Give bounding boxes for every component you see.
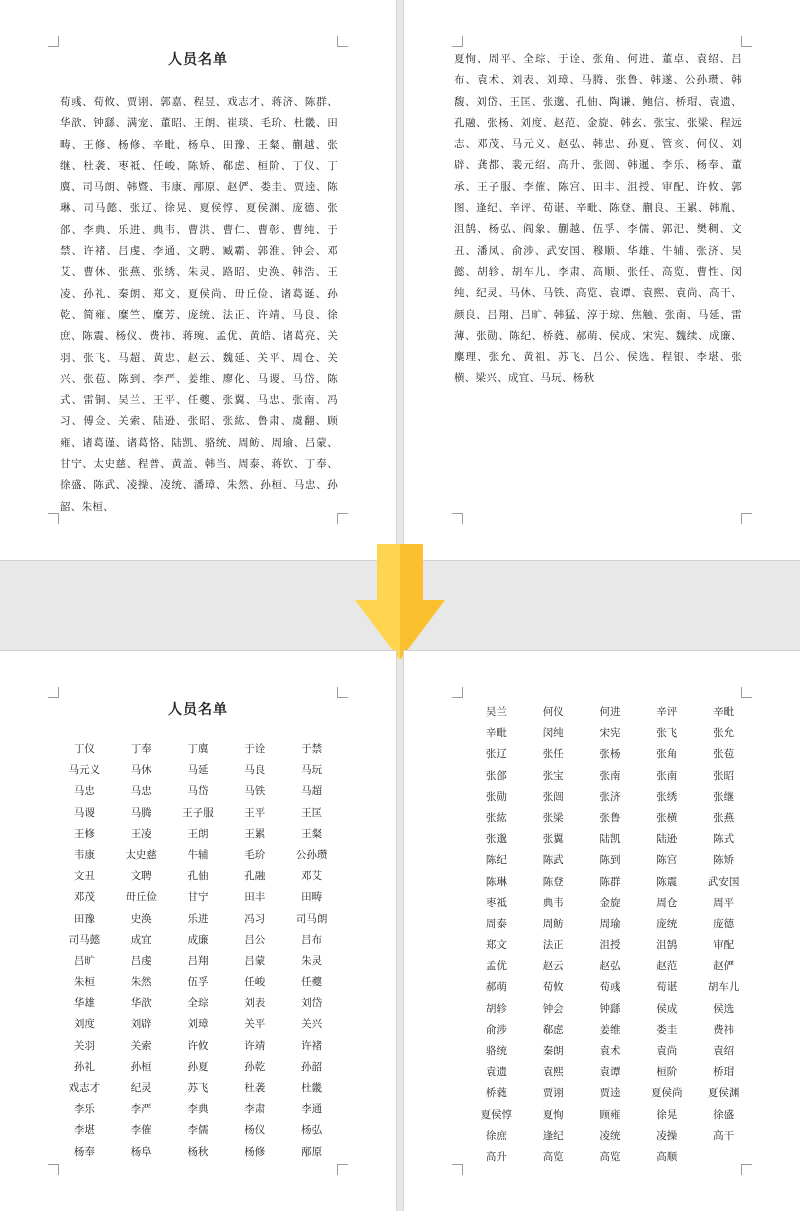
- name-cell: 杨仪: [244, 1124, 266, 1137]
- name-cell: 王累: [244, 827, 266, 840]
- name-cell: 马元义: [68, 764, 101, 777]
- name-cell: 杜畿: [301, 1082, 323, 1094]
- name-cell: 朱桓: [73, 976, 95, 989]
- name-cell: 张允: [713, 727, 735, 740]
- name-cell: 武安国: [707, 875, 740, 888]
- name-cell: 丁奉: [130, 743, 152, 755]
- name-cell: 吕翔: [187, 954, 209, 967]
- name-cell: 华雄: [73, 997, 95, 1010]
- name-cell: 逢纪: [542, 1129, 564, 1142]
- name-cell: 孔伷: [187, 870, 209, 883]
- margin-corner-top-left: [452, 687, 463, 698]
- margin-corner-bottom-left: [452, 513, 463, 524]
- margin-corner-top-right: [741, 687, 752, 698]
- margin-corner-bottom-right: [337, 513, 348, 524]
- name-cell: 辛评: [656, 706, 678, 718]
- name-cell: 邓艾: [301, 870, 323, 883]
- name-cell: 毛玠: [244, 848, 266, 861]
- name-cell: 辛毗: [713, 706, 735, 718]
- name-cell: 袁尚: [656, 1045, 678, 1057]
- name-cell: 张杨: [599, 748, 621, 761]
- name-cell: 马谡: [73, 806, 95, 819]
- name-cell: 吕虔: [130, 954, 152, 967]
- name-cell: 凌统: [599, 1129, 621, 1142]
- name-cell: 俞涉: [485, 1023, 507, 1036]
- name-cell: 孙桓: [130, 1060, 152, 1073]
- name-cell: 任夔: [301, 976, 323, 989]
- name-cell: 胡轸: [485, 1002, 507, 1015]
- name-cell: 吕旷: [73, 954, 95, 967]
- name-cell: 华歆: [130, 997, 152, 1010]
- name-cell: 高顺: [656, 1150, 678, 1163]
- name-cell: 周平: [713, 896, 735, 909]
- name-cell: 杨阜: [130, 1145, 152, 1158]
- name-cell: 张绣: [656, 790, 678, 803]
- name-cell: 张苞: [713, 748, 735, 761]
- name-cell: 张勋: [485, 790, 507, 803]
- name-cell: 伍孚: [187, 976, 209, 989]
- name-cell: 许攸: [187, 1039, 209, 1052]
- name-cell: 马腾: [130, 806, 152, 819]
- name-cell: 太史慈: [125, 848, 157, 861]
- name-cell: 钟会: [542, 1002, 564, 1015]
- name-cell: 王子服: [182, 806, 214, 819]
- name-cell: 何仪: [542, 706, 564, 718]
- name-cell: 张南: [599, 769, 621, 782]
- margin-corner-bottom-left: [452, 1164, 463, 1175]
- name-cell: 何进: [599, 706, 621, 718]
- name-cell: 王粲: [301, 827, 323, 840]
- name-cell: 李乐: [73, 1103, 95, 1116]
- margin-corner-top-left: [452, 36, 463, 47]
- name-cell: 高升: [485, 1150, 507, 1163]
- name-cell: 陈登: [542, 875, 564, 888]
- name-cell: 金旋: [599, 896, 621, 909]
- name-cell: 司马懿: [68, 933, 101, 946]
- name-cell: 成廉: [187, 933, 209, 946]
- name-cell: 荀谌: [656, 981, 678, 994]
- name-cell: 张飞: [656, 727, 678, 740]
- name-cell: 李儒: [187, 1124, 209, 1137]
- name-cell: 陈式: [713, 833, 735, 846]
- name-cell: 许褚: [301, 1039, 323, 1052]
- page-original-2: [404, 0, 800, 560]
- margin-corner-top-left: [48, 687, 59, 698]
- name-cell: 荀攸: [542, 981, 564, 994]
- name-cell: 冯习: [244, 912, 266, 925]
- name-cell: 朱灵: [301, 954, 323, 967]
- name-cell: 夏恂: [542, 1108, 564, 1121]
- name-cell: 朱然: [130, 976, 152, 989]
- name-cell: 陆逊: [656, 833, 678, 846]
- name-cell: 李肃: [244, 1103, 266, 1116]
- name-cell: 徐盛: [713, 1108, 735, 1121]
- name-cell: 胡车儿: [707, 981, 740, 994]
- name-cell: 沮鹄: [656, 939, 678, 952]
- name-cell: 袁遗: [485, 1066, 507, 1079]
- margin-corner-top-right: [337, 687, 348, 698]
- name-cell: 张鲁: [599, 811, 621, 824]
- name-cell: 马玩: [301, 764, 323, 777]
- name-cell: 邴原: [301, 1145, 323, 1158]
- name-cell: 袁谭: [599, 1066, 621, 1079]
- name-cell: 马超: [301, 785, 323, 798]
- name-cell: 张郃: [485, 769, 507, 782]
- name-cell: 陈震: [656, 875, 678, 888]
- name-cell: 庞统: [656, 917, 678, 930]
- name-cell: 郝萌: [485, 981, 507, 994]
- name-cell: 闵纯: [542, 727, 564, 740]
- name-cell: 孙韶: [301, 1060, 323, 1073]
- name-cell: 袁熙: [542, 1066, 564, 1079]
- name-cell: 贾诩: [542, 1087, 564, 1100]
- name-cell: 徐晃: [656, 1108, 678, 1121]
- name-cell: 吕蒙: [244, 954, 266, 967]
- name-cell: 高览: [542, 1150, 564, 1163]
- name-cell: 周瑜: [599, 917, 621, 930]
- name-cell: 姜维: [599, 1023, 621, 1036]
- name-cell: 杨奉: [73, 1145, 95, 1158]
- sorted-name-table: [56, 739, 340, 1163]
- name-cell: 张紘: [485, 811, 507, 824]
- name-cell: 沮授: [599, 939, 621, 952]
- page-original-1: [0, 0, 396, 560]
- name-cell: 田豫: [73, 912, 95, 925]
- name-cell: 侯选: [713, 1002, 735, 1015]
- name-cell: 戏志才: [68, 1082, 101, 1094]
- name-cell: 夏侯惇: [480, 1108, 513, 1121]
- name-cell: 全琮: [187, 997, 209, 1010]
- page-sorted-1: [0, 651, 396, 1211]
- name-cell: 韦康: [73, 848, 95, 861]
- margin-corner-bottom-right: [337, 1164, 348, 1175]
- name-cell: 桓阶: [656, 1066, 678, 1079]
- name-cell: 关平: [244, 1018, 266, 1031]
- name-cell: 张继: [713, 790, 735, 803]
- name-cell: 张辽: [485, 748, 507, 761]
- name-cell: 关索: [130, 1039, 152, 1052]
- name-cell: 王平: [244, 806, 266, 819]
- name-cell: 刘岱: [301, 997, 323, 1010]
- name-cell: 司马朗: [295, 912, 328, 925]
- name-cell: 王朗: [187, 827, 209, 840]
- name-cell: 邓茂: [73, 891, 95, 904]
- name-cell: 张翼: [542, 833, 564, 846]
- name-cell: 徐庶: [485, 1129, 507, 1142]
- name-cell: 吕布: [301, 933, 323, 946]
- name-cell: 刘表: [244, 997, 266, 1010]
- name-cell: 刘辟: [130, 1018, 152, 1031]
- name-cell: 李严: [130, 1103, 152, 1116]
- page-sorted-2: [404, 651, 800, 1211]
- margin-corner-top-right: [337, 36, 348, 47]
- name-cell: 张宝: [542, 769, 564, 782]
- name-cell: 马忠: [73, 785, 95, 798]
- name-cell: 陈群: [599, 875, 621, 888]
- name-cell: 审配: [713, 939, 735, 952]
- name-cell: 高干: [713, 1129, 735, 1142]
- name-cell: 典韦: [542, 896, 564, 909]
- name-cell: 张闿: [542, 790, 564, 803]
- name-cell: 庞德: [713, 917, 735, 930]
- name-cell: 赵范: [656, 960, 678, 973]
- name-cell: 李堪: [73, 1124, 95, 1137]
- margin-corner-top-left: [48, 36, 59, 47]
- name-cell: 苏飞: [187, 1082, 209, 1094]
- name-cell: 周仓: [656, 896, 678, 909]
- name-cell: 纪灵: [130, 1082, 152, 1094]
- name-cell: 关兴: [301, 1018, 323, 1031]
- name-cell: 陈武: [542, 854, 564, 867]
- name-cell: 赵弘: [599, 960, 621, 973]
- name-cell: 丁廙: [187, 743, 209, 755]
- name-cell: 侯成: [656, 1002, 678, 1015]
- name-cell: 陆凯: [599, 833, 621, 846]
- name-cell: 张昭: [713, 769, 735, 782]
- name-cell: 王匡: [301, 806, 323, 819]
- name-cell: 秦朗: [542, 1045, 564, 1057]
- name-cell: 马良: [244, 764, 266, 777]
- name-cell: 骆统: [485, 1045, 507, 1057]
- name-cell: 高览: [599, 1150, 621, 1163]
- name-cell: 桥瑁: [713, 1066, 735, 1079]
- name-cell: 法正: [542, 939, 564, 952]
- name-cell: 赵俨: [713, 960, 735, 973]
- name-cell: 马岱: [187, 785, 209, 798]
- name-cell: 王凌: [130, 827, 152, 840]
- name-cell: 周鲂: [542, 917, 564, 930]
- name-cell: 赵云: [542, 960, 564, 973]
- name-cell: 张南: [656, 769, 678, 782]
- arrow-left-half: [355, 544, 400, 660]
- margin-corner-top-right: [741, 36, 752, 47]
- name-cell: 张梁: [542, 811, 564, 824]
- name-cell: 田畴: [301, 891, 323, 904]
- name-cell: 袁术: [599, 1045, 621, 1057]
- name-cell: 张燕: [713, 811, 735, 824]
- arrow-down-icon: [355, 544, 445, 660]
- name-cell: 任峻: [244, 976, 266, 989]
- name-cell: 陈琳: [485, 875, 507, 888]
- name-cell: 马延: [187, 764, 209, 777]
- name-cell: 郑文: [485, 939, 507, 952]
- name-cell: 田丰: [244, 891, 266, 904]
- name-cell: 张横: [656, 811, 678, 824]
- document-title: 人员名单: [168, 702, 228, 718]
- name-paragraph: 荀彧、荀攸、贾诩、郭嘉、程昱、戏志才、蒋济、陈群、华歆、钟繇、满宠、董昭、王朗、崔琰、毛玠、杜畿、田畴、王修、杨修、辛毗、杨阜、田豫、王粲、蒯越、张继、杜袭、枣祗、任峻、陈矫、郗虑、桓阶、丁仪、丁廙、司马朗、韩暨、韦康、邴原、赵俨、娄圭、贾逵、陈琳、司马懿、张辽、徐晃、夏侯惇、夏侯渊、庞德、张郃、李典、乐进、典韦、曹洪、曹仁、曹彰、曹纯、于禁、许褚、吕虔、李通、文聘、臧霸、郭淮、钟会、邓艾、曹休、张燕、张绣、朱灵、路昭、史涣、韩浩、王凌、孙礼、秦朗、郑文、夏侯尚、毌丘俭、诸葛诞、孙乾、简雍、糜竺、糜芳、庞统、法正、许靖、马良、徐庶、陈震、杨仪、费祎、蒋琬、孟优、黄皓、诸葛亮、关羽、张飞、马超、黄忠、赵云、魏延、关平、周仓、关兴、张苞、陈到、李严、姜维、廖化、马谡、马岱、陈式、雷铜、吴兰、王平、任夔、张翼、马忠、张南、冯习、傅佥、关索、陆逊、张昭、张紘、鲁肃、虞翻、顾雍、诸葛谨、诸葛恪、陆凯、骆统、周鲂、周瑜、吕蒙、甘宁、太史慈、程普、黄盖、韩当、周泰、蒋钦、丁奉、徐盛、陈武、凌操、凌统、潘璋、朱然、孙桓、马忠、孙韶、朱桓、: [60, 96, 338, 513]
- name-cell: 丁仪: [73, 743, 95, 755]
- name-cell: 娄圭: [656, 1023, 678, 1036]
- name-cell: 牛辅: [187, 848, 209, 861]
- name-cell: 夏侯渊: [707, 1087, 740, 1100]
- name-cell: 陈宫: [656, 854, 678, 867]
- sorted-name-table: [468, 702, 752, 1168]
- name-cell: 于禁: [301, 743, 323, 755]
- name-cell: 史涣: [130, 912, 152, 925]
- name-cell: 枣祗: [485, 896, 507, 909]
- name-cell: 贾逵: [599, 1087, 621, 1100]
- name-cell: 毌丘俭: [125, 891, 157, 904]
- name-cell: 郗虑: [542, 1023, 564, 1036]
- name-cell: 宋宪: [599, 727, 621, 740]
- name-cell: 荀彧: [599, 981, 621, 994]
- name-cell: 袁绍: [713, 1045, 735, 1057]
- document-title: 人员名单: [168, 52, 228, 68]
- name-cell: 陈到: [599, 854, 621, 867]
- name-cell: 马休: [130, 764, 152, 777]
- name-paragraph: 夏恂、周平、全琮、于诠、张角、何进、董卓、袁绍、吕布、袁术、刘表、刘璋、马腾、张鲁、韩遂、公孙瓒、韩馥、刘岱、王匡、张邈、孔伷、陶谦、鲍信、桥瑁、袁遗、孔融、张杨、刘度、赵范、金旋、韩玄、张宝、张梁、程远志、邓茂、马元义、赵弘、韩忠、孙夏、管亥、何仪、刘辟、龚都、裴元绍、高升、张闿、韩暹、李乐、杨奉、董承、王子服、李傕、陈宫、田丰、沮授、审配、许攸、郭图、逢纪、辛评、荀谌、辛毗、陈登、蒯良、王累、韩胤、沮鹄、杨弘、阎象、蒯越、伍孚、李儒、郭汜、樊稠、文丑、潘凤、俞涉、武安国、穆顺、华雄、牛辅、张济、吴懿、胡轸、胡车儿、李肃、高顺、张任、高览、曹性、闵纯、纪灵、马休、马铁、高览、袁谭、袁熙、袁尚、高干、颜良、吕翔、吕旷、韩猛、淳于琼、焦触、张南、马延、雷薄、张勋、陈纪、桥蕤、郝萌、侯成、宋宪、魏续、成廉、麋理、张允、黄祖、苏飞、吕公、侯选、程银、李堪、张横、梁兴、成宜、马玩、杨秋: [454, 53, 742, 385]
- name-cell: 杨修: [244, 1145, 266, 1158]
- name-cell: 孙夏: [187, 1060, 209, 1073]
- name-cell: 辛毗: [485, 727, 507, 740]
- name-cell: 李典: [187, 1103, 209, 1116]
- name-cell: 周泰: [485, 917, 507, 930]
- name-cell: 张济: [599, 790, 621, 803]
- name-cell: 张任: [542, 748, 564, 761]
- name-cell: 于诠: [244, 743, 266, 755]
- name-cell: 顾雍: [599, 1108, 621, 1121]
- name-cell: 乐进: [187, 912, 209, 925]
- name-cell: 张邈: [485, 833, 507, 846]
- name-cell: 吕公: [244, 933, 266, 946]
- arrow-right-half: [400, 544, 445, 660]
- name-cell: 费祎: [713, 1023, 735, 1036]
- name-cell: 夏侯尚: [651, 1087, 683, 1100]
- name-cell: 吴兰: [485, 706, 507, 718]
- margin-corner-bottom-right: [741, 513, 752, 524]
- name-cell: 孟优: [485, 960, 507, 973]
- margin-corner-bottom-left: [48, 513, 59, 524]
- name-cell: 刘璋: [187, 1018, 209, 1031]
- name-cell: 陈矫: [713, 854, 735, 867]
- name-cell: 马铁: [244, 785, 266, 798]
- name-cell: 杨弘: [301, 1124, 323, 1137]
- name-cell: 孔融: [244, 870, 266, 883]
- name-cell: 李通: [301, 1103, 323, 1116]
- name-cell: 文聘: [130, 870, 152, 883]
- name-cell: 王修: [73, 827, 95, 840]
- name-cell: 许靖: [244, 1039, 266, 1052]
- name-cell: 钟繇: [599, 1002, 621, 1015]
- name-cell: 孙乾: [244, 1060, 266, 1073]
- name-cell: 凌操: [656, 1129, 678, 1142]
- name-cell: 成宜: [130, 933, 152, 946]
- name-cell: 马忠: [130, 785, 152, 798]
- name-cell: 杜袭: [244, 1082, 266, 1094]
- name-cell: 杨秋: [187, 1145, 209, 1158]
- name-cell: 关羽: [73, 1039, 95, 1052]
- name-cell: 桥蕤: [485, 1087, 507, 1100]
- margin-corner-bottom-left: [48, 1164, 59, 1175]
- name-cell: 孙礼: [73, 1060, 95, 1073]
- name-cell: 文丑: [73, 870, 95, 883]
- name-cell: 陈纪: [485, 854, 507, 867]
- name-cell: 甘宁: [187, 891, 209, 904]
- name-cell: 刘度: [73, 1018, 95, 1031]
- name-cell: 李傕: [130, 1124, 152, 1137]
- name-cell: 公孙瓒: [295, 848, 328, 861]
- name-cell: 张角: [656, 748, 678, 761]
